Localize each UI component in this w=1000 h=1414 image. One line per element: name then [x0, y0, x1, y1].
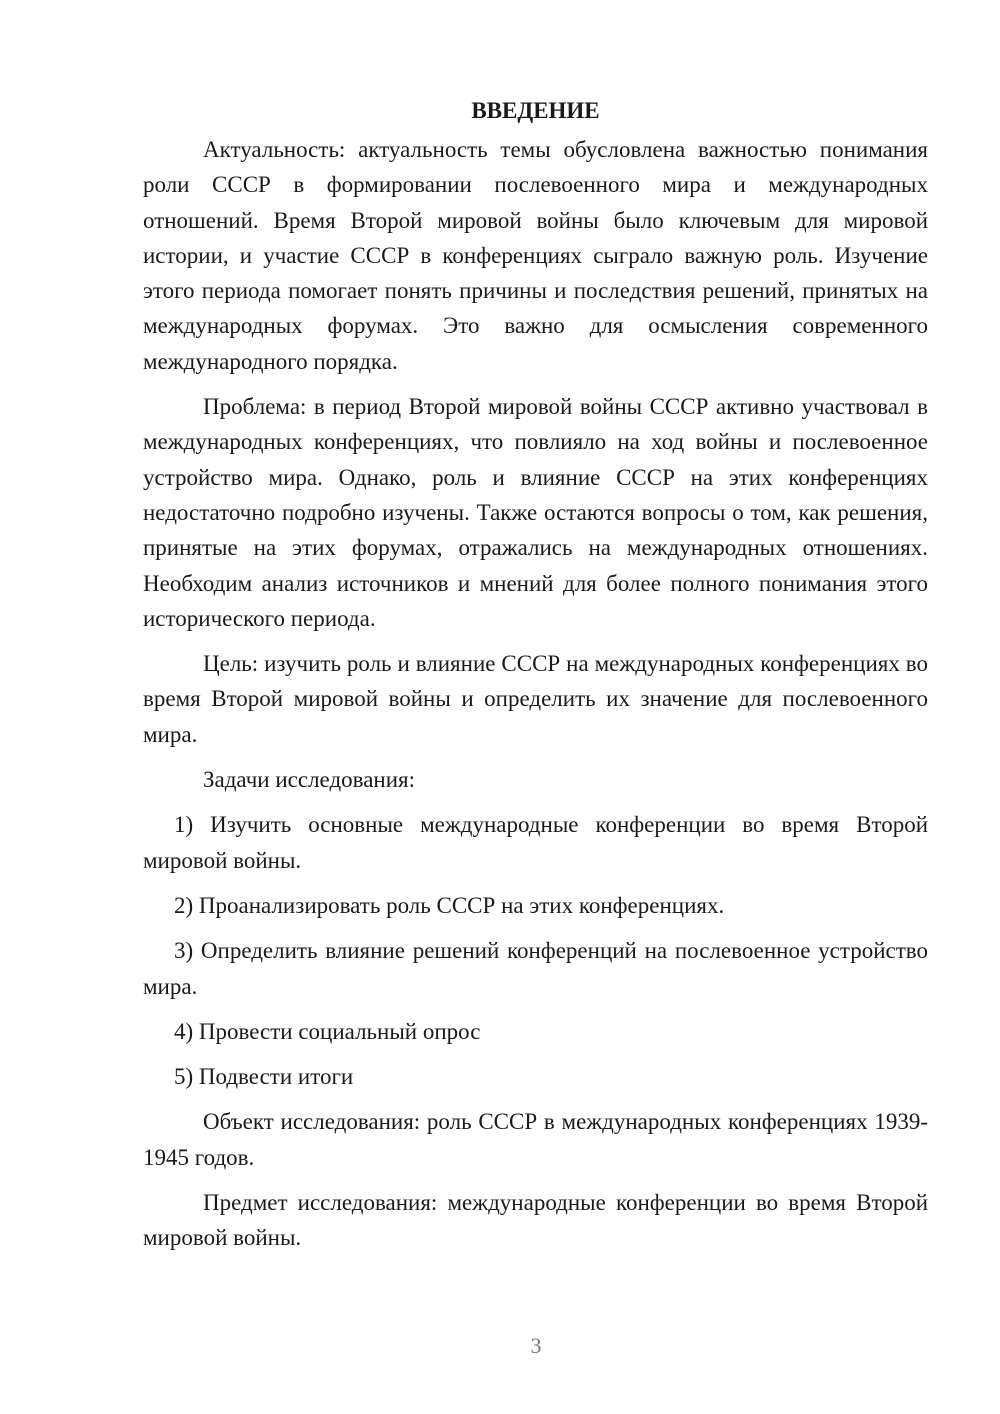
relevance-paragraph: Актуальность: актуальность темы обусловлена важностью понимания роли СССР в формировании послевоенного мира и международных отношений. Время Второй мировой войны было ключевым для мировой истории, и участие СССР в конференциях сыграло важную роль. Изучение этого периода помогает понять причины и последствия решений, принятых на международных форумах. Это важно для осмысления современного международного порядка. [143, 137, 928, 374]
task-item-4: 4) Провести социальный опрос [174, 1018, 481, 1044]
task-item-2: 2) Проанализировать роль СССР на этих конференциях. [174, 892, 725, 918]
task-item-3: 3) Определить влияние решений конференций на послевоенное устройство мира. [143, 938, 928, 999]
problem-paragraph: Проблема: в период Второй мировой войны СССР активно участвовал в международных конференциях, что повлияло на ход войны и послевоенное устройство мира. Однако, роль и влияние СССР на этих конференциях недостаточно подробно изучены. Также остаются вопросы о том, как решения, принятые на этих форумах, отражались на международных отношениях. Необходим анализ источников и мнений для более полного понимания этого исторического периода. [143, 394, 928, 631]
section-title: ВВЕДЕНИЕ [471, 98, 600, 123]
tasks-heading: Задачи исследования: [203, 767, 416, 793]
task-item-5: 5) Подвести итоги [174, 1064, 354, 1090]
page-number: 3 [530, 1333, 542, 1358]
object-paragraph: Объект исследования: роль СССР в международных конференциях 1939-1945 годов. [143, 1109, 928, 1170]
page-content [143, 93, 928, 1266]
task-item-1: 1) Изучить основные международные конференции во время Второй мировой войны. [143, 812, 928, 873]
subject-paragraph: Предмет исследования: международные конференции во время Второй мировой войны. [143, 1190, 928, 1251]
goal-paragraph: Цель: изучить роль и влияние СССР на международных конференциях во время Второй мировой войны и определить их значение для послевоенного мира. [143, 651, 928, 747]
